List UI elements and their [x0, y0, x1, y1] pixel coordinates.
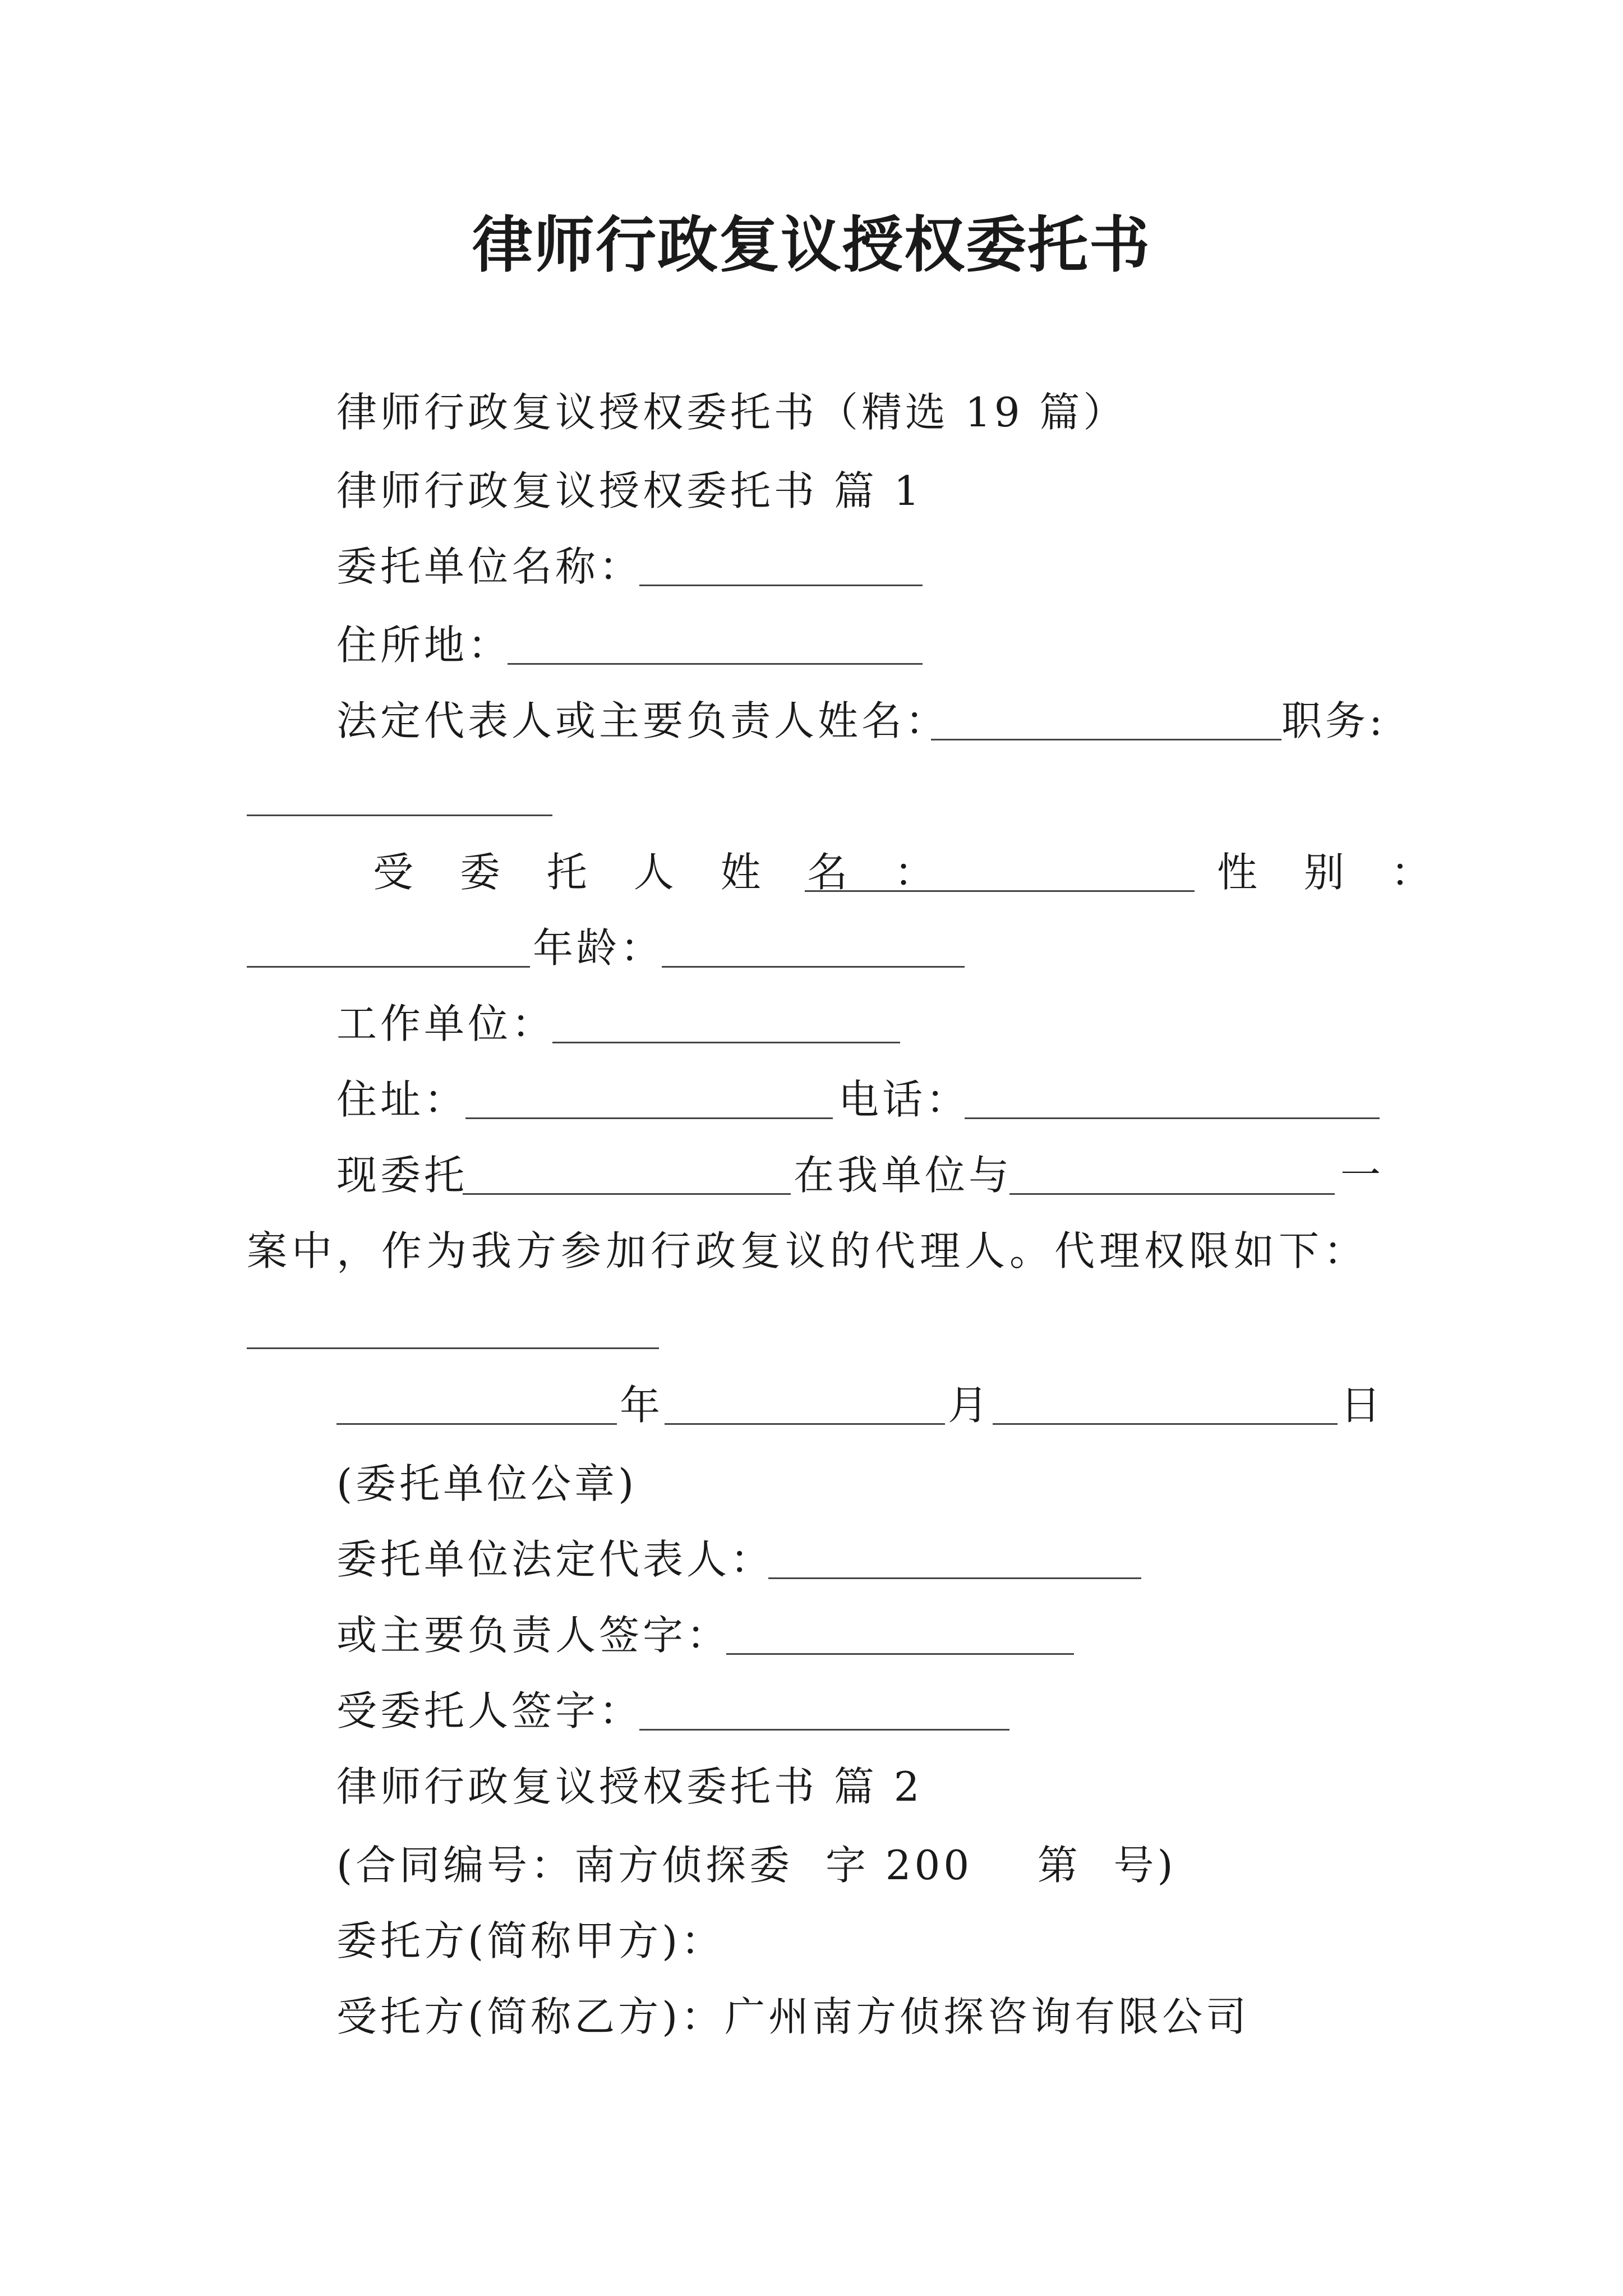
entrust-line-2: 案中，作为我方参加行政复议的代理人。代理权限如下： — [247, 1227, 1369, 1274]
agent-name-label: 受 委 托 人 姓 名 ： — [373, 849, 952, 896]
entrust-suffix: 一 — [1340, 1152, 1385, 1199]
party-a-label: 委托方(简称甲方)： — [336, 1917, 725, 1964]
year-field[interactable] — [336, 1423, 617, 1425]
agent-name-field[interactable] — [805, 890, 1195, 892]
opposing-party-field[interactable] — [1009, 1193, 1335, 1195]
document-subtitle: 律师行政复议授权委托书（精选 19 篇） — [336, 389, 1127, 436]
gender-field[interactable] — [247, 966, 530, 968]
document-title: 律师行政复议授权委托书 — [472, 210, 1151, 280]
month-label: 月 — [948, 1382, 992, 1429]
section-2-heading: 律师行政复议授权委托书 篇 2 — [336, 1763, 923, 1810]
responsible-sign-field[interactable] — [726, 1653, 1074, 1655]
contract-number: (合同编号：南方侦探委 字 200 第 号) — [336, 1842, 1177, 1889]
position-label: 职务: — [1281, 697, 1386, 744]
legal-rep-sign-field[interactable] — [768, 1577, 1141, 1579]
work-unit-label: 工作单位： — [336, 1000, 556, 1047]
age-field[interactable] — [662, 966, 965, 968]
age-label: 年龄： — [533, 924, 665, 972]
client-name-field[interactable] — [639, 585, 923, 586]
agent-entrusted-field[interactable] — [463, 1193, 791, 1195]
year-label: 年 — [620, 1382, 664, 1429]
phone-label: 电话： — [838, 1076, 970, 1123]
legal-rep-label: 法定代表人或主要负责人姓名： — [336, 697, 949, 744]
phone-field[interactable] — [965, 1117, 1380, 1119]
responsible-sign-label: 或主要负责人签字： — [336, 1612, 731, 1659]
section-1-heading: 律师行政复议授权委托书 篇 1 — [336, 467, 923, 514]
agent-sign-field[interactable] — [639, 1729, 1009, 1731]
address-field[interactable] — [508, 663, 923, 665]
legal-rep-field[interactable] — [931, 739, 1281, 740]
gender-label: 性 别 ： — [1217, 849, 1448, 896]
day-label: 日 — [1340, 1382, 1385, 1429]
legal-rep-sign-label: 委托单位法定代表人： — [336, 1536, 774, 1583]
home-address-label: 住址： — [336, 1076, 468, 1123]
authority-scope-field[interactable] — [247, 1347, 659, 1349]
home-address-field[interactable] — [465, 1117, 833, 1119]
day-field[interactable] — [993, 1423, 1338, 1425]
month-field[interactable] — [665, 1423, 945, 1425]
entrust-middle: 在我单位与 — [794, 1152, 1013, 1199]
work-unit-field[interactable] — [552, 1042, 900, 1043]
address-label: 住所地： — [336, 622, 512, 669]
entrust-prefix: 现委托 — [336, 1152, 468, 1199]
agent-sign-label: 受委托人签字： — [336, 1687, 643, 1734]
seal-label: (委托单位公章) — [336, 1460, 638, 1507]
party-b-label: 受托方(简称乙方)：广州南方侦探咨询有限公司 — [336, 1993, 1250, 2040]
position-field[interactable] — [247, 815, 552, 816]
client-name-label: 委托单位名称： — [336, 543, 643, 590]
